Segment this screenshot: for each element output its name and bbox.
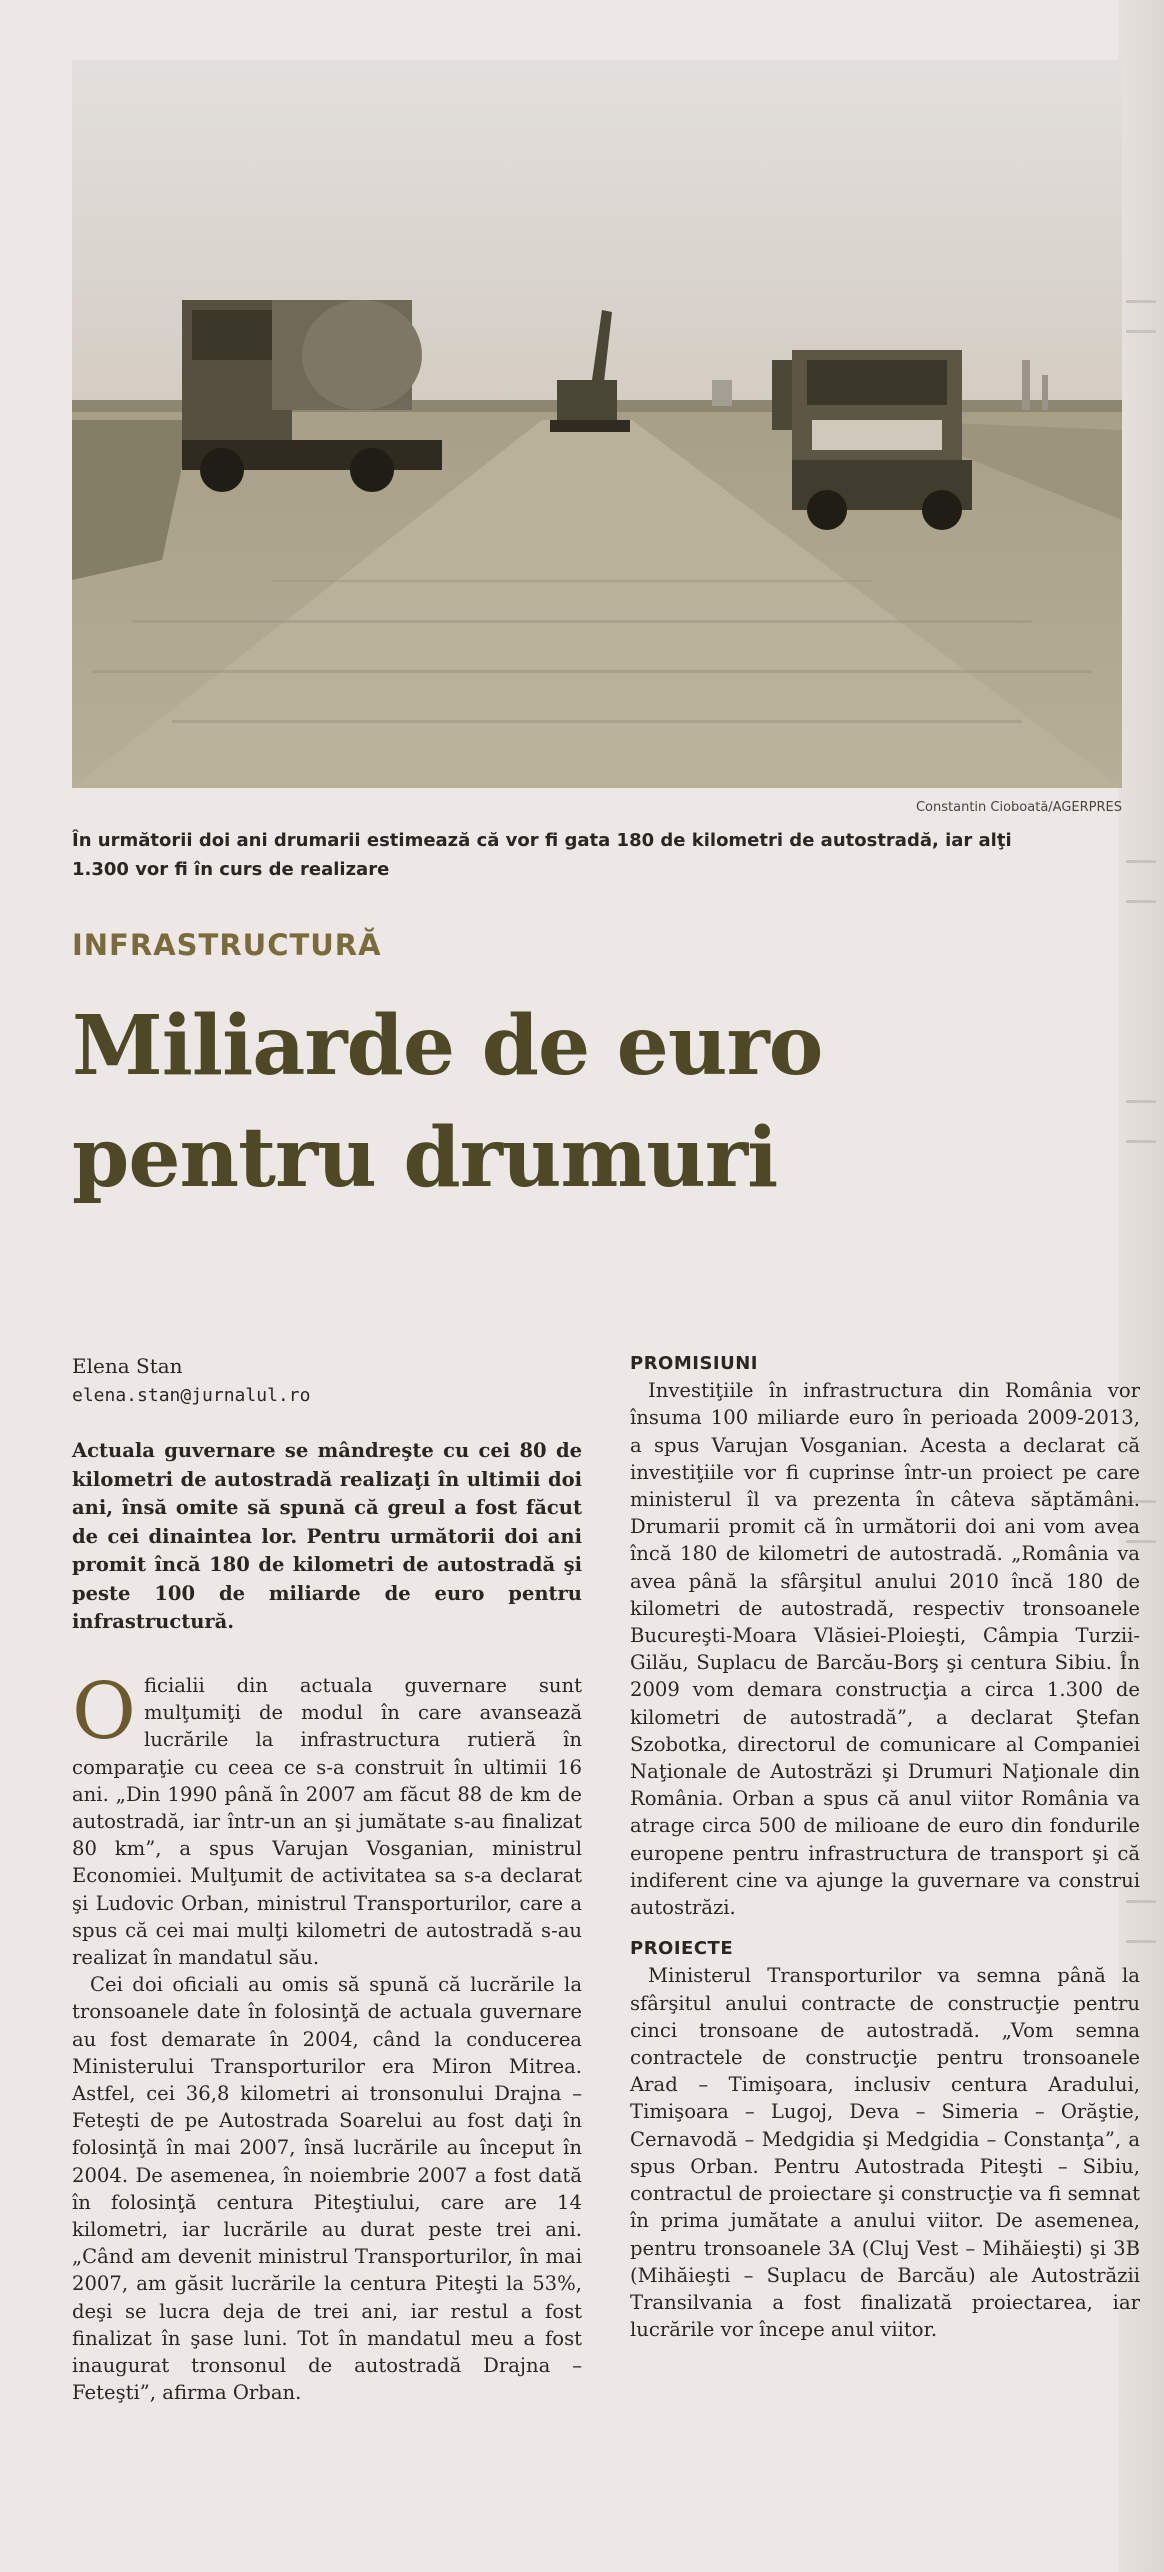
body-promisiuni: Investiţiile în infrastructura din România vor însuma 100 miliarde euro în perioada 2009-2013, a spus Varujan Vosganian. Acesta a declarat că investiţiile vor fi cuprinse într-un proiect pe care ministerul îl va prezenta în câteva săptămâni. Drumarii promit că în următorii doi ani vom avea încă 180 de kilometri de autostradă. „România va avea până la sfârşitul anului 2010 încă 180 de kilometri de autostradă, respectiv tronsoanele Bucureşti-Moara Vlăsiei-Ploieşti, Câmpia Turzii-Gilău, Suplacu de Barcău-Borş şi centura Sibiu. În 2009 vom demara construcţia a circa 1.300 de kilometri de autostradă”, a declarat Ştefan Szobotka, directorul de comunicare al Companiei Naţionale de Autostrăzi şi Drumuri Naţionale din România. Orban a spus că anul viitor România va atrage circa 500 de milioane de euro din fondurile europene pentru infrastructura de transport şi că indiferent cine va ajunge la guvernare va construi autostrăzi. — [630, 1379, 1140, 1920]
column-right — [630, 1350, 1140, 2343]
body-paragraph-1 — [72, 1667, 582, 1971]
photo-caption: În următorii doi ani drumarii estimează că vor fi gata 180 de kilometri de autostradă, iar alţi 1.300 vor fi în curs de realizare — [72, 830, 1012, 880]
photo-credit: Constantin Cioboată/AGERPRES — [915, 800, 1122, 815]
body-proiecte: Ministerul Transporturilor va semna până la sfârşitul anului contracte de construcţie pentru cinci tronsoane de autostradă. „Vom semna contractele de construcţie pentru tronsoanele Arad – Timişoara, inclusiv centura Aradului, Timişoara – Lugoj, Deva – Simeria – Orăştie, Cernavodă – Medgidia şi Medgidia – Constanţa”, a spus Orban. Pentru Autostrada Piteşti – Sibiu, contractul de proiectare şi construcţie va fi semnat în prima jumătate a anului viitor. De asemenea, pentru tronsoanele 3A (Cluj Vest – Mihăieşti) şi 3B (Mihăieşti – Suplacu de Barcău) ale Autostrăzii Transilvania a fost finalizată proiectarea, iar lucrările vor începe anul viitor. — [630, 1964, 1140, 2342]
right-truck — [772, 350, 972, 530]
article-photo — [72, 60, 1122, 788]
body-paragraph-2: Cei doi oficiali au omis să spună că lucrările la tronsoanele date în folosinţă de actuala guvernare au fost demarate în 2004, când la conducerea Ministerului Transporturilor era Miron Mitrea. Astfel, cei 36,8 kilometri ai tronsonului Drajna – Feteşti de pe Autostrada Soarelui au fost daţi în folosinţă în mai 2007, însă lucrările au început în 2004. De asemenea, în noiembrie 2007 a fost dată în folosinţă centura Piteştiului, care are 14 kilometri, iar lucrările au durat peste trei ani. „Când am devenit ministrul Transporturilor, în mai 2007, am găsit lucrările la centura Piteşti la 53%, deşi se lucra deja de trei ani, iar restul a fost finalizat în şase luni. Tot în mandatul meu a fost inaugurat tronsonul de autostradă Drajna – Feteşti”, afirma Orban. — [72, 1973, 582, 2405]
article-lead: Actuala guvernare se mândreşte cu cei 80 de kilometri de autostradă realizaţi în ultimii doi ani, însă omite să spună că greul a fost făcut de cei dinaintea lor. Pentru următorii doi ani promit încă 180 de kilometri de autostradă şi peste 100 de miliarde de euro pentru infrastructură. — [72, 1439, 582, 1633]
drop-cap: O — [72, 1667, 136, 1757]
subheading-proiecte: PROIECTE — [630, 1938, 734, 1960]
author-email: elena.stan@jurnalul.ro — [72, 1385, 311, 1406]
byline — [72, 1352, 310, 1410]
body-paragraph-1-text: ficialii din actuala guvernare sunt mulţumiţi de modul în care avansează lucrările la infrastructura rutieră în comparaţie cu ceea ce s-a construit în ultimii 16 ani. „Din 1990 până în 2007 am făcut 88 de km de autostradă, iar într-un an şi jumătate s-au finalizat 80 km”, a spus Varujan Vosganian, ministrul Economiei. Mulţumit de activitatea sa s-a declarat şi Ludovic Orban, ministrul Transporturilor, care a spus că cei mai mulţi kilometri de autostradă s-au realizat în mandatul său. — [72, 1674, 582, 1970]
column-left — [72, 1667, 582, 2406]
section-kicker: INFRASTRUCTURĂ — [72, 928, 382, 962]
subheading-promisiuni: PROMISIUNI — [630, 1353, 759, 1374]
author-name: Elena Stan — [72, 1354, 183, 1378]
left-truck — [182, 300, 442, 492]
article-headline: Miliarde de euro pentru drumuri — [72, 998, 823, 1206]
